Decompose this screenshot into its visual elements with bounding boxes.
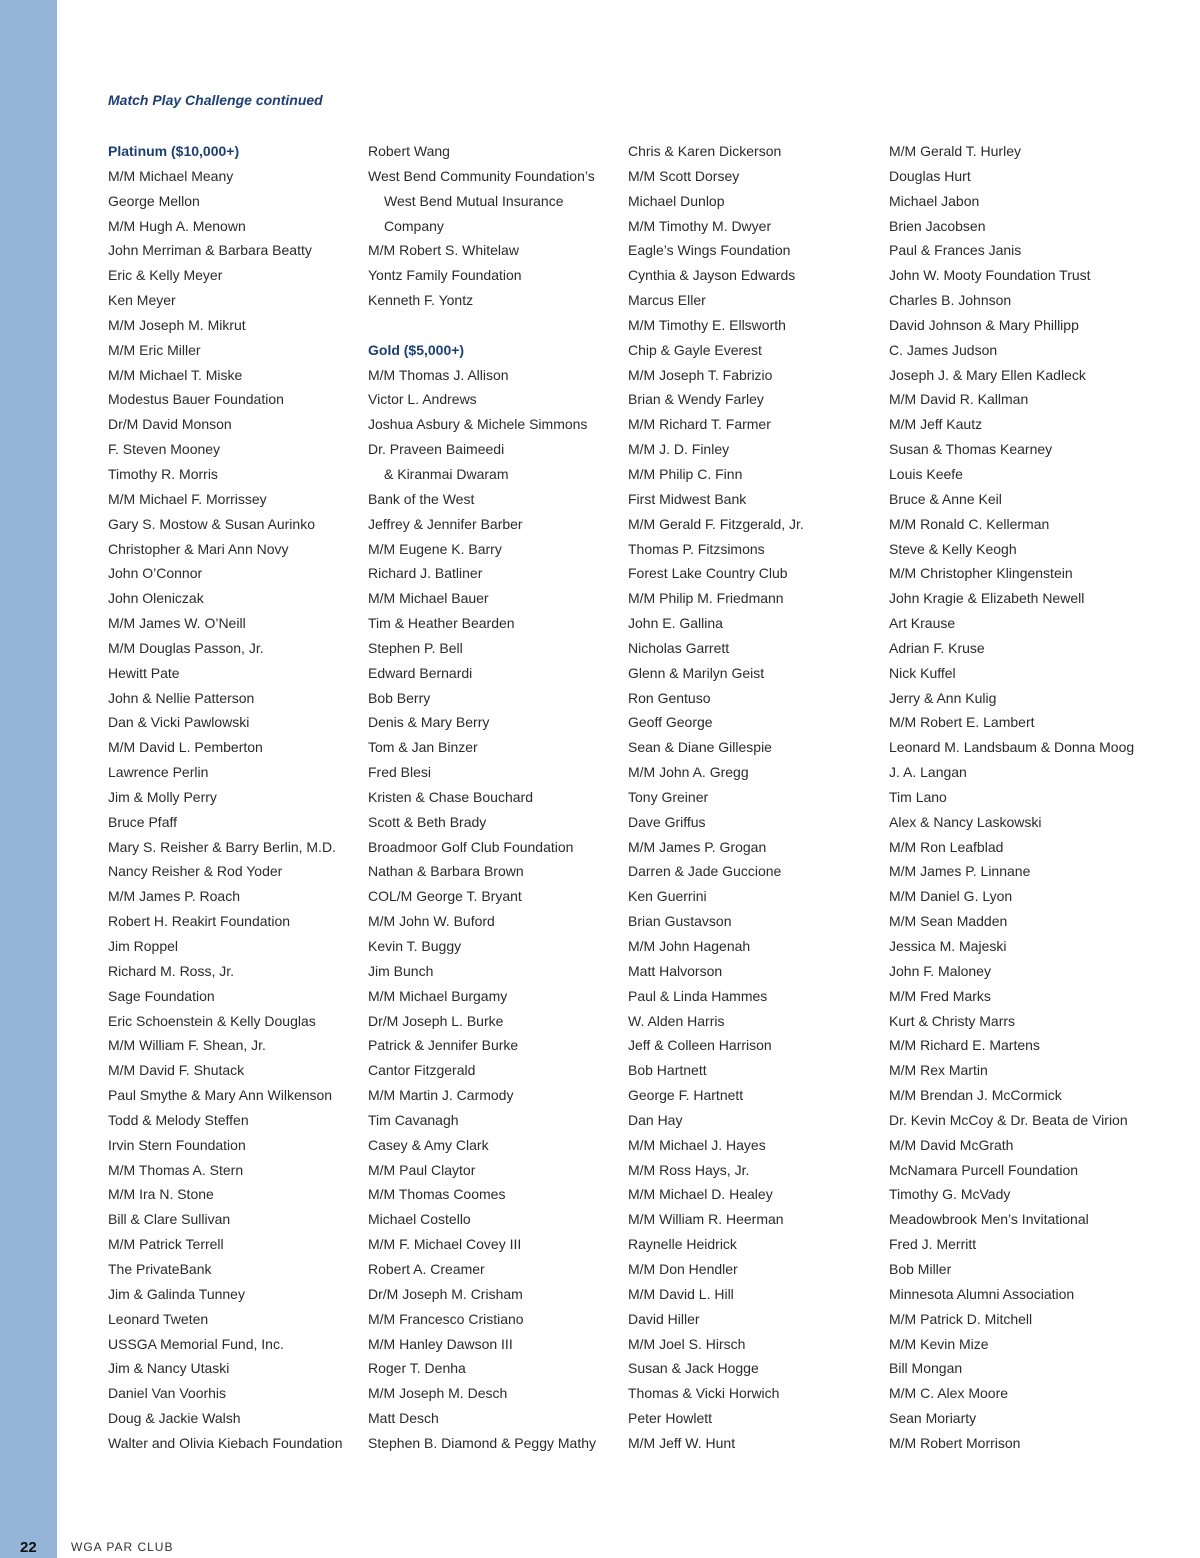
- donor-name: Kenneth F. Yontz: [368, 292, 474, 309]
- page-sidebar-band: [0, 0, 57, 1558]
- donor-name: M/M Joseph M. Desch: [368, 1385, 508, 1402]
- donor-name: Darren & Jade Guccione: [628, 863, 782, 880]
- donor-name: M/M Robert E. Lambert: [889, 714, 1035, 731]
- donor-name: Charles B. Johnson: [889, 292, 1012, 309]
- donor-column-1: [108, 139, 358, 1456]
- donor-name: John F. Maloney: [889, 962, 991, 979]
- donor-name: Jim Bunch: [368, 962, 434, 979]
- donor-name: John Merriman & Barbara Beatty: [108, 242, 312, 259]
- donor-name: Fred J. Merritt: [889, 1236, 977, 1253]
- donor-name: Jeffrey & Jennifer Barber: [368, 515, 523, 532]
- donor-name: Walter and Olivia Kiebach Foundation: [108, 1434, 343, 1451]
- donor-name: John & Nellie Patterson: [108, 689, 255, 706]
- donor-name: M/M Michael D. Healey: [628, 1186, 773, 1203]
- donor-name: F. Steven Mooney: [108, 441, 221, 458]
- donor-name: Lawrence Perlin: [108, 764, 209, 781]
- donor-name: M/M Thomas Coomes: [368, 1186, 506, 1203]
- donor-name: M/M Eugene K. Barry: [368, 540, 502, 557]
- donor-column-3: [628, 139, 878, 1456]
- donor-name: Company: [384, 217, 444, 234]
- donor-name: John W. Mooty Foundation Trust: [889, 267, 1091, 284]
- donor-name: David Johnson & Mary Phillipp: [889, 316, 1079, 333]
- donor-name: John Kragie & Elizabeth Newell: [889, 590, 1085, 607]
- donor-name: Peter Howlett: [628, 1410, 713, 1427]
- donor-name: M/M Ronald C. Kellerman: [889, 515, 1050, 532]
- donor-name: M/M Ross Hays, Jr.: [628, 1161, 750, 1178]
- donor-name: M/M Philip C. Finn: [628, 465, 743, 482]
- donor-name: Leonard M. Landsbaum & Donna Moog: [889, 739, 1135, 756]
- donor-name: M/M Timothy E. Ellsworth: [628, 316, 786, 333]
- donor-name: Susan & Jack Hogge: [628, 1360, 759, 1377]
- donor-name: M/M Joseph M. Mikrut: [108, 316, 246, 333]
- donor-name: Brien Jacobsen: [889, 217, 986, 234]
- donor-name: M/M Michael Burgamy: [368, 987, 508, 1004]
- donor-name: M/M Ron Leafblad: [889, 838, 1004, 855]
- donor-name: Doug & Jackie Walsh: [108, 1410, 241, 1427]
- donor-name: Dr/M Joseph M. Crisham: [368, 1285, 523, 1302]
- donor-name: M/M Hugh A. Menown: [108, 217, 246, 234]
- donor-name: M/M James W. O’Neill: [108, 615, 246, 632]
- donor-name: Timothy R. Morris: [108, 465, 218, 482]
- donor-name: John O’Connor: [108, 565, 203, 582]
- donor-name: Cantor Fitzgerald: [368, 1062, 476, 1079]
- donor-name: Nicholas Garrett: [628, 639, 730, 656]
- donor-name: M/M David L. Pemberton: [108, 739, 263, 756]
- donor-name: Bill & Clare Sullivan: [108, 1211, 231, 1228]
- donor-name: Thomas & Vicki Horwich: [628, 1385, 780, 1402]
- donor-name: Steve & Kelly Keogh: [889, 540, 1017, 557]
- page-number: 22: [20, 1539, 37, 1556]
- donor-name: McNamara Purcell Foundation: [889, 1161, 1079, 1178]
- donor-name: C. James Judson: [889, 341, 998, 358]
- donor-name: Ken Meyer: [108, 292, 176, 309]
- donor-name: M/M Michael J. Hayes: [628, 1136, 766, 1153]
- donor-name: M/M Gerald F. Fitzgerald, Jr.: [628, 515, 804, 532]
- donor-name: Louis Keefe: [889, 465, 963, 482]
- donor-name: Nick Kuffel: [889, 664, 956, 681]
- donor-name: Todd & Melody Steffen: [108, 1111, 249, 1128]
- donor-name: M/M Jeff W. Hunt: [628, 1434, 736, 1451]
- donor-name: M/M William F. Shean, Jr.: [108, 1037, 266, 1054]
- donor-name: M/M Christopher Klingenstein: [889, 565, 1073, 582]
- donor-name: COL/M George T. Bryant: [368, 888, 522, 905]
- donor-name: Bank of the West: [368, 490, 475, 507]
- donor-name: M/M John W. Buford: [368, 913, 495, 930]
- donor-name: Brian Gustavson: [628, 913, 732, 930]
- donor-name: M/M Don Hendler: [628, 1260, 738, 1277]
- donor-name: Robert A. Creamer: [368, 1260, 485, 1277]
- donor-name: Cynthia & Jayson Edwards: [628, 267, 796, 284]
- spacer: [368, 313, 618, 338]
- donor-name: Chris & Karen Dickerson: [628, 143, 782, 159]
- donor-name: Bruce & Anne Keil: [889, 490, 1002, 507]
- donor-name: M/M David L. Hill: [628, 1285, 734, 1302]
- donor-name: Dan & Vicki Pawlowski: [108, 714, 250, 731]
- donor-name: J. A. Langan: [889, 764, 967, 781]
- donor-name: M/M Timothy M. Dwyer: [628, 217, 772, 234]
- donor-name: Forest Lake Country Club: [628, 565, 788, 582]
- donor-name: M/M Patrick D. Mitchell: [889, 1310, 1033, 1327]
- donor-name: M/M William R. Heerman: [628, 1211, 784, 1228]
- donor-name: Nancy Reisher & Rod Yoder: [108, 863, 283, 880]
- donor-name: David Hiller: [628, 1310, 700, 1327]
- donor-name: George Mellon: [108, 192, 200, 209]
- donor-name: Jim & Galinda Tunney: [108, 1285, 245, 1302]
- donor-name: M/M Douglas Passon, Jr.: [108, 639, 264, 656]
- donor-name: West Bend Community Foundation’s: [368, 167, 595, 184]
- donor-name: Susan & Thomas Kearney: [889, 441, 1053, 458]
- donor-name: Stephen P. Bell: [368, 639, 463, 656]
- donor-name: Tim Cavanagh: [368, 1111, 459, 1128]
- donor-name: M/M David R. Kallman: [889, 391, 1029, 408]
- donor-name: Irvin Stern Foundation: [108, 1136, 246, 1153]
- donor-name: Eric Schoenstein & Kelly Douglas: [108, 1012, 316, 1029]
- donor-name: M/M Richard T. Farmer: [628, 416, 771, 433]
- donor-name: Marcus Eller: [628, 292, 706, 309]
- donor-name: Dr. Kevin McCoy & Dr. Beata de Virion: [889, 1111, 1128, 1128]
- donor-name: Jim Roppel: [108, 938, 179, 954]
- donor-name: Tony Greiner: [628, 788, 709, 805]
- donor-name: Denis & Mary Berry: [368, 714, 490, 731]
- donor-name: Paul & Linda Hammes: [628, 987, 768, 1004]
- donor-name: Dave Griffus: [628, 813, 706, 830]
- donor-name: Bill Mongan: [889, 1360, 963, 1377]
- tier-heading: Gold ($5,000+): [368, 341, 465, 358]
- donor-name: M/M James P. Roach: [108, 888, 241, 905]
- donor-name: Tim & Heather Bearden: [368, 615, 515, 632]
- donor-name: Modestus Bauer Foundation: [108, 391, 284, 408]
- donor-name: Edward Bernardi: [368, 664, 473, 681]
- donor-name: M/M Thomas J. Allison: [368, 366, 509, 383]
- donor-name: Bob Miller: [889, 1260, 952, 1277]
- donor-name: M/M Jeff Kautz: [889, 416, 983, 433]
- donor-name: Bob Hartnett: [628, 1062, 707, 1079]
- donor-name: Eagle’s Wings Foundation: [628, 242, 791, 259]
- donor-name: Dr/M David Monson: [108, 416, 232, 433]
- donor-name: Casey & Amy Clark: [368, 1136, 489, 1153]
- donor-name: Kristen & Chase Bouchard: [368, 788, 533, 805]
- donor-name: M/M Philip M. Friedmann: [628, 590, 784, 607]
- donor-name: Sean Moriarty: [889, 1410, 977, 1427]
- donor-name: M/M Gerald T. Hurley: [889, 143, 1021, 159]
- donor-name: Richard M. Ross, Jr.: [108, 962, 235, 979]
- donor-name: Bob Berry: [368, 689, 431, 706]
- donor-name: Bruce Pfaff: [108, 813, 178, 830]
- donor-name: Gary S. Mostow & Susan Aurinko: [108, 515, 315, 532]
- donor-name: Tom & Jan Binzer: [368, 739, 478, 756]
- donor-name: M/M F. Michael Covey III: [368, 1236, 522, 1253]
- donor-name: M/M Robert Morrison: [889, 1434, 1021, 1451]
- donor-name: Eric & Kelly Meyer: [108, 267, 223, 284]
- donor-name: M/M John A. Gregg: [628, 764, 749, 781]
- donor-name: W. Alden Harris: [628, 1012, 725, 1029]
- tier-heading: Platinum ($10,000+): [108, 143, 240, 159]
- donor-name: Joseph J. & Mary Ellen Kadleck: [889, 366, 1086, 383]
- donor-name: Joshua Asbury & Michele Simmons: [368, 416, 588, 433]
- donor-name: M/M Patrick Terrell: [108, 1236, 224, 1253]
- donor-name: Brian & Wendy Farley: [628, 391, 764, 408]
- donor-name: Nathan & Barbara Brown: [368, 863, 524, 880]
- donor-name: Alex & Nancy Laskowski: [889, 813, 1042, 830]
- donor-name: Art Krause: [889, 615, 956, 632]
- donor-name: M/M Kevin Mize: [889, 1335, 989, 1352]
- donor-name: Paul & Frances Janis: [889, 242, 1022, 259]
- donor-name: M/M J. D. Finley: [628, 441, 730, 458]
- donor-name: M/M Eric Miller: [108, 341, 201, 358]
- donor-name: Matt Desch: [368, 1410, 439, 1427]
- donor-name: Hewitt Pate: [108, 664, 180, 681]
- donor-name: Michael Dunlop: [628, 192, 725, 209]
- donor-name: Roger T. Denha: [368, 1360, 466, 1377]
- donor-name: M/M John Hagenah: [628, 938, 751, 954]
- donor-name: Robert H. Reakirt Foundation: [108, 913, 291, 930]
- section-title: Match Play Challenge continued: [108, 92, 323, 108]
- donor-name: USSGA Memorial Fund, Inc.: [108, 1335, 284, 1352]
- donor-name: George F. Hartnett: [628, 1087, 744, 1104]
- donor-name: Fred Blesi: [368, 764, 432, 781]
- donor-name: Sage Foundation: [108, 987, 215, 1004]
- donor-name: & Kiranmai Dwaram: [384, 465, 509, 482]
- donor-name: Chip & Gayle Everest: [628, 341, 762, 358]
- donor-name: Dr. Praveen Baimeedi: [368, 441, 505, 458]
- donor-name: Stephen B. Diamond & Peggy Mathy: [368, 1434, 597, 1451]
- donor-name: M/M Michael T. Miske: [108, 366, 243, 383]
- donor-name: M/M Joel S. Hirsch: [628, 1335, 746, 1352]
- footer-label: WGA PAR CLUB: [71, 1540, 174, 1554]
- donor-name: Scott & Beth Brady: [368, 813, 487, 830]
- donor-name: Leonard Tweten: [108, 1310, 209, 1327]
- donor-name: Michael Costello: [368, 1211, 471, 1228]
- donor-name: Tim Lano: [889, 788, 947, 805]
- donor-name: The PrivateBank: [108, 1260, 212, 1277]
- donor-name: Broadmoor Golf Club Foundation: [368, 838, 574, 855]
- donor-name: Jim & Nancy Utaski: [108, 1360, 230, 1377]
- donor-name: Jessica M. Majeski: [889, 938, 1007, 954]
- donor-name: Glenn & Marilyn Geist: [628, 664, 765, 681]
- donor-name: M/M Scott Dorsey: [628, 167, 740, 184]
- donor-name: Victor L. Andrews: [368, 391, 477, 408]
- donor-name: M/M Michael Bauer: [368, 590, 489, 607]
- donor-name: Christopher & Mari Ann Novy: [108, 540, 289, 557]
- donor-name: M/M Richard E. Martens: [889, 1037, 1040, 1054]
- donor-name: Minnesota Alumni Association: [889, 1285, 1075, 1302]
- donor-name: John Oleniczak: [108, 590, 204, 607]
- donor-name: Timothy G. McVady: [889, 1186, 1011, 1203]
- donor-name: Patrick & Jennifer Burke: [368, 1037, 519, 1054]
- donor-name: M/M Michael F. Morrissey: [108, 490, 267, 507]
- donor-name: Daniel Van Voorhis: [108, 1385, 227, 1402]
- donor-name: M/M Thomas A. Stern: [108, 1161, 244, 1178]
- donor-name: Ron Gentuso: [628, 689, 711, 706]
- donor-name: Mary S. Reisher & Barry Berlin, M.D.: [108, 838, 336, 855]
- donor-name: Jerry & Ann Kulig: [889, 689, 997, 706]
- donor-name: M/M Francesco Cristiano: [368, 1310, 524, 1327]
- donor-name: West Bend Mutual Insurance: [384, 192, 564, 209]
- donor-name: Thomas P. Fitzsimons: [628, 540, 765, 557]
- donor-name: Robert Wang: [368, 143, 450, 159]
- donor-name: Dan Hay: [628, 1111, 683, 1128]
- donor-name: M/M James P. Grogan: [628, 838, 767, 855]
- donor-name: M/M Rex Martin: [889, 1062, 988, 1079]
- donor-name: M/M Fred Marks: [889, 987, 991, 1004]
- donor-name: John E. Gallina: [628, 615, 723, 632]
- donor-name: Paul Smythe & Mary Ann Wilkenson: [108, 1087, 333, 1104]
- donor-name: M/M Daniel G. Lyon: [889, 888, 1013, 905]
- donor-name: Kurt & Christy Marrs: [889, 1012, 1016, 1029]
- donor-name: Douglas Hurt: [889, 167, 971, 184]
- donor-column-4: [889, 139, 1139, 1456]
- donor-name: First Midwest Bank: [628, 490, 747, 507]
- donor-name: Raynelle Heidrick: [628, 1236, 737, 1253]
- donor-name: M/M C. Alex Moore: [889, 1385, 1009, 1402]
- donor-name: Michael Jabon: [889, 192, 980, 209]
- donor-name: M/M James P. Linnane: [889, 863, 1031, 880]
- donor-name: M/M Robert S. Whitelaw: [368, 242, 519, 259]
- donor-name: Adrian F. Kruse: [889, 639, 985, 656]
- donor-name: M/M Sean Madden: [889, 913, 1008, 930]
- donor-name: Sean & Diane Gillespie: [628, 739, 772, 756]
- donor-name: Matt Halvorson: [628, 962, 723, 979]
- donor-name: Jeff & Colleen Harrison: [628, 1037, 772, 1054]
- donor-column-2: [368, 139, 618, 1456]
- donor-name: Yontz Family Foundation: [368, 267, 522, 284]
- donor-name: Jim & Molly Perry: [108, 788, 217, 805]
- donor-name: M/M Hanley Dawson III: [368, 1335, 513, 1352]
- donor-name: M/M Michael Meany: [108, 167, 234, 184]
- donor-name: M/M Joseph T. Fabrizio: [628, 366, 773, 383]
- donor-name: Ken Guerrini: [628, 888, 707, 905]
- donor-name: M/M Ira N. Stone: [108, 1186, 214, 1203]
- donor-name: M/M David McGrath: [889, 1136, 1014, 1153]
- donor-name: M/M David F. Shutack: [108, 1062, 245, 1079]
- donor-name: Geoff George: [628, 714, 713, 731]
- donor-name: M/M Brendan J. McCormick: [889, 1087, 1062, 1104]
- donor-name: Meadowbrook Men’s Invitational: [889, 1211, 1089, 1228]
- donor-name: M/M Paul Claytor: [368, 1161, 476, 1178]
- donor-name: Kevin T. Buggy: [368, 938, 462, 954]
- donor-name: M/M Martin J. Carmody: [368, 1087, 514, 1104]
- donor-name: Richard J. Batliner: [368, 565, 483, 582]
- donor-name: Dr/M Joseph L. Burke: [368, 1012, 504, 1029]
